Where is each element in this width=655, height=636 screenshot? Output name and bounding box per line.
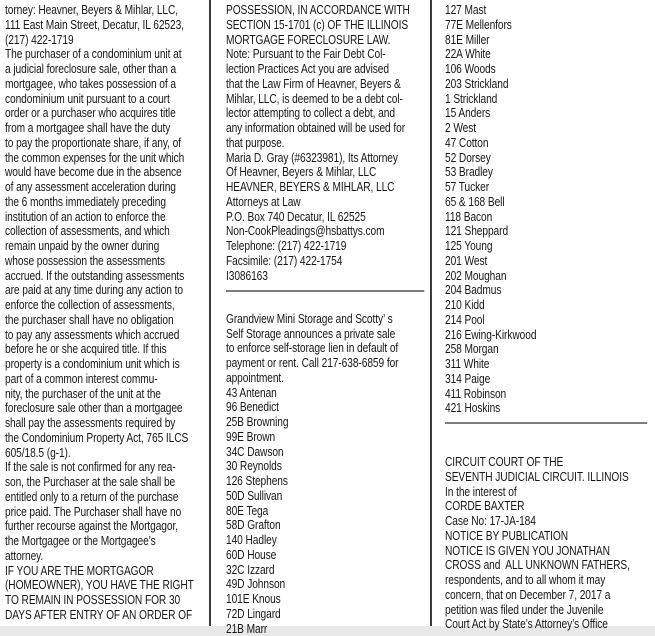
text-line: 21B Marr [226,622,427,636]
text-line: 15 Anders [445,106,650,121]
text-line: HEAVNER, BEYERS & MIHLAR, LLC [226,180,427,195]
text-line: 2 West [445,121,650,136]
text-line: 101E Knous [226,592,427,607]
text-line: CIRCUIT COURT OF THE [445,455,650,470]
text-line: Grandview Mini Storage and Scotty’ s [226,312,427,327]
text-line: order or a purchaser who acquires title [5,106,212,121]
text-line: NOTICE BY PUBLICATION [445,529,650,544]
text-line: SEVENTH JUDICIAL CIRCUIT. ILLINOIS [445,470,650,485]
text-line: payment or rent. Call 217-638-6859 for [226,356,427,371]
storage-lien-sale-notice [226,312,427,636]
text-line: remain unpaid by the owner during [5,239,212,254]
text-line: 34C Dawson [226,445,427,460]
text-line: Attorneys at Law [226,195,427,210]
text-line: Court Act by State’s Attorney’s Office [445,617,650,632]
text-line: NOTICE IS GIVEN YOU JONATHAN [445,544,650,559]
text-line: 140 Hadley [226,533,427,548]
text-line: 22A White [445,47,650,62]
text-line: IF YOU ARE THE MORTGAGOR [5,564,212,579]
foreclosure-notice-end [226,3,427,283]
text-line: 411 Robinson [445,387,650,402]
text-line: the Mortgagee or the Mortgagee’s [5,534,212,549]
text-line: 421 Hoskins [445,401,650,416]
text-line: I3086163 [226,269,427,284]
text-line: 43 Antenan [226,386,427,401]
text-line: 99E Brown [226,430,427,445]
text-line: Of Heavner, Beyers & Mihlar, LLC [226,165,427,180]
text-line: 311 White [445,357,650,372]
text-line: 30 Reynolds [226,459,427,474]
text-line: Note: Pursuant to the Fair Debt Col- [226,47,427,62]
text-line: collection of assessments, and which [5,224,212,239]
text-line: 53 Bradley [445,165,650,180]
text-line: 121 Sheppard [445,224,650,239]
text-line: 202 Moughan [445,269,650,284]
text-line: torney: Heavner, Beyers & Mihlar, LLC, [5,3,212,18]
text-line: 57 Tucker [445,180,650,195]
column-left [5,3,211,623]
text-line: foreclosure sale other than a mortgagee [5,401,212,416]
text-line: Case No: 17-JA-184 [445,514,650,529]
text-line: 216 Ewing-Kirkwood [445,328,650,343]
text-line: son, the Purchaser at the sale shall be [5,475,212,490]
text-line: 81E Miller [445,33,650,48]
text-line: lector attempting to collect a debt, and [226,106,427,121]
text-line: 204 Badmus [445,283,650,298]
text-line: lection Practices Act you are advised [226,62,427,77]
text-line: appointment. [226,371,427,386]
text-line: P.O. Box 740 Decatur, IL 62525 [226,210,427,225]
text-line: petition was filed under the Juvenile [445,603,650,618]
text-line: 32C Izzard [226,563,427,578]
text-line: the Condominium Property Act, 765 ILCS [5,431,212,446]
text-line: the purchaser shall have no obligation [5,313,212,328]
text-line: 65 & 168 Bell [445,195,650,210]
text-line: 126 Stephens [226,474,427,489]
text-line: POSSESSION, IN ACCORDANCE WITH [226,3,427,18]
text-line: 96 Benedict [226,400,427,415]
text-line: 58D Grafton [226,518,427,533]
text-line: further recourse against the Mortgagor, [5,519,212,534]
text-line: 203 Strickland [445,77,650,92]
text-line: 125 Young [445,239,650,254]
text-line: CROSS and ALL UNKNOWN FATHERS, [445,558,650,573]
text-line: Non-CookPleadings@hsbattys.com [226,224,427,239]
text-line: to pay any assessments which accrued [5,328,212,343]
text-line: property is a condominium unit which is [5,357,212,372]
text-line: from a mortgagee shall have the duty [5,121,212,136]
text-line: enforce the collection of assessments, [5,298,212,313]
column-left-text [5,3,212,623]
text-line: 52 Dorsey [445,151,650,166]
text-line: shall pay the assessments required by [5,416,212,431]
text-line: TO REMAIN IN POSSESSION FOR 30 [5,593,212,608]
text-line: 77E Mellenfors [445,18,650,33]
text-line: accrued. If the outstanding assessments [5,269,212,284]
text-line: the 6 months immediately preceding [5,195,212,210]
text-line: (217) 422-1719 [5,33,212,48]
text-line: any information obtained will be used for [226,121,427,136]
text-line: attorney. [5,549,212,564]
text-line: 25B Browning [226,415,427,430]
text-line: mortgagee, who takes possession of a [5,77,212,92]
text-line: 1 Strickland [445,92,650,107]
text-line: concern, that on December 7, 2017 a [445,588,650,603]
text-line: CORDE BAXTER [445,499,650,514]
text-line: nity, the purchaser of the unit at the [5,387,212,402]
text-line: Maria D. Gray (#6323981), Its Attorney [226,151,427,166]
text-line: are paid at any time during any action to [5,283,212,298]
text-line: a judicial foreclosure sale, other than a [5,62,212,77]
notice-separator-rule [226,290,425,292]
text-line: 605/18.5 (g-1). [5,446,212,461]
text-line: 47 Cotton [445,136,650,151]
column-right-text [445,3,650,632]
text-line: respondents, and to all whom it may [445,573,650,588]
text-line: part of a common interest commu- [5,372,212,387]
text-line: The purchaser of a condominium unit at [5,47,212,62]
text-line: Mihlar, LLC, is deemed to be a debt col- [226,92,427,107]
column-middle [226,3,426,636]
text-line: of any assessment acceleration during [5,180,212,195]
text-line: condominium unit pursuant to a court [5,92,212,107]
text-line: 60D House [226,548,427,563]
text-line: In the interest of [445,485,650,500]
text-line: the common expenses for the unit which [5,151,212,166]
column-divider-rule-2 [430,0,432,626]
column-right [445,3,649,632]
storage-unit-list-continuation [445,3,650,416]
text-line: MORTGAGE FORECLOSURE LAW. [226,33,427,48]
text-line: to pay the proportionate share, if any, of [5,136,212,151]
text-line: 127 Mast [445,3,650,18]
text-line: that the Law Firm of Heavner, Beyers & [226,77,427,92]
text-line: (HOMEOWNER), YOU HAVE THE RIGHT [5,578,212,593]
text-line: before he or she acquired title. If this [5,342,212,357]
text-line: 111 East Main Street, Decatur, IL 62523, [5,18,212,33]
text-line: 258 Morgan [445,342,650,357]
text-line: 72D Lingard [226,607,427,622]
text-line: Facsimile: (217) 422-1754 [226,254,427,269]
text-line: 50D Sullivan [226,489,427,504]
column-middle-text [226,3,427,636]
text-line: SECTION 15-1701 (c) OF THE ILLINOIS [226,18,427,33]
text-line: would have become due in the absence [5,165,212,180]
text-line: 210 Kidd [445,298,650,313]
juvenile-court-publication-notice [445,455,650,632]
text-line: Self Storage announces a private sale [226,327,427,342]
text-line: institution of an action to enforce the [5,210,212,225]
text-line: price paid. The Purchaser shall have no [5,505,212,520]
text-line: 118 Bacon [445,210,650,225]
text-line: whose possession the assessments [5,254,212,269]
text-line: entitled only to a return of the purchase [5,490,212,505]
foreclosure-notice-continuation [5,3,212,623]
text-line: to enforce self-storage lien in default of [226,341,427,356]
text-line: 49D Johnson [226,577,427,592]
text-line: 80E Tega [226,504,427,519]
text-line: that purpose. [226,136,427,151]
text-line: 201 West [445,254,650,269]
text-line: 106 Woods [445,62,650,77]
text-line: DAYS AFTER ENTRY OF AN ORDER OF [5,608,212,623]
text-line: If the sale is not confirmed for any rea- [5,460,212,475]
text-line: Telephone: (217) 422-1719 [226,239,427,254]
text-line: 314 Paige [445,372,650,387]
text-line: 214 Pool [445,313,650,328]
notice-separator-rule [445,422,648,424]
